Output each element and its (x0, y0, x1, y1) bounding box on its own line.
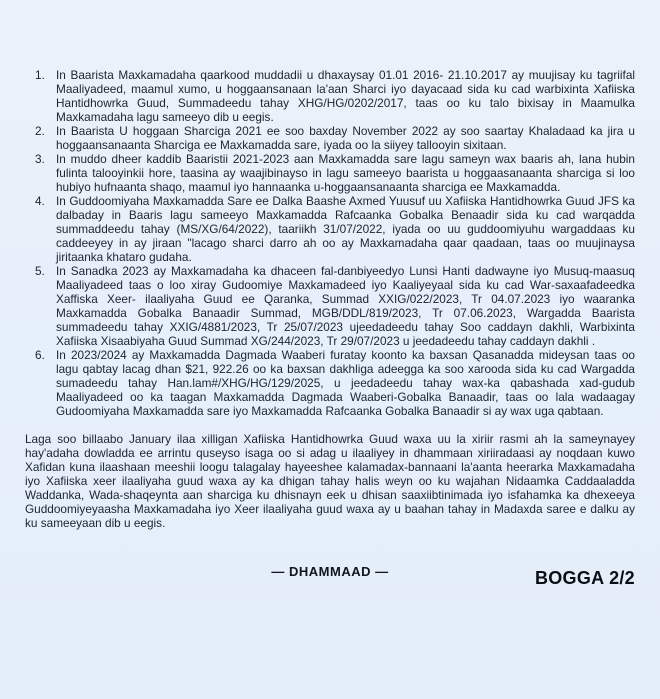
page-footer (25, 562, 635, 602)
list-item (35, 152, 635, 194)
list-item-text: In Sanadka 2023 ay Maxkamadaha ka dhaceen fal-danbiyeedyo Lunsi Hanti dadwayne iyo Musuq-maasuq Maaliyadeed taas o loo xiray Gudoomiye Maxkamadeed iyo Kaaliyeyaal sida ku cad War-saxaafadeedka Xaffiska Xeer- ilaaliyaha Guud ee Qaranka, Summad XXIG/022/2023, Tr 04.07.2023 iyo waaranka Maxkamadda Gobalka Banaadir Summad, MGB/DDL/819/2023, Tr 07.06.2023, Wargadda Baarista summadeedu tahay XXIG/4881/2023, Tr 25/07/2023 ujeedadeedu tahay Soo caddayn dakhli, Warbixinta Xafiiska Xisaabiyaha Guud Summad XG/244/2023, Tr 29/07/2023 u jeedadeedu tahay caddayn dakhli . (56, 264, 635, 348)
closing-paragraph: Laga soo billaabo January ilaa xilligan Xafiiska Hantidhowrka Guud waxa uu la xiriir rasmi ah la sameynayey hay'adaha dowladda ee arrintu quseyso isaga oo si adag u ilaaliyey in dhammaan xiriiradaasi ay noqdaan kuwo Xafidan kuna ilaashaan meeshii loogu talagalay hayeeshee kalamadax-bannaani la'aanta heerarka Maxkamadaha iyo Xafiiska xeer ilaaliyaha guud waxa ay ka dhigan tahay halis weyn oo ku wajahan Nidaamka Caddaaladda Waddanka, Wada-shaqeynta aan sharciga ku dhisnayn eek u dhisan saaxiibtinimada iyo isfahamka ka dhexeeya Guddoomiyeyaasha Maxkamadaha iyo Xeer ilaaliyaha guud waxa ay u baahan tahay in Madaxda saree e dalku ay ku sameeyaan dib u eegis. (25, 432, 635, 530)
end-marker: — DHAMMAAD — (271, 564, 389, 579)
list-item (35, 264, 635, 348)
list-item-number: 3. (35, 152, 45, 166)
list-item-text: In Guddoomiyaha Maxkamadda Sare ee Dalka Baashe Axmed Yuusuf uu Xafiiska Hantidhowrka Guud JFS ka dalbaday in Baaris lagu sameeyo Maxkamadda Rafcaanka Gobalka Benaadir sida ku cad warqadda summaddeedu tahay (MS/XG/64/2022), taariikh 31/07/2022, iyada oo uu guddoomiyuhu wargaddaas ku caddeeyey in ay jiraan "lacago sharci darro ah oo ay Maxkamadaha qaar qaadaan, taas oo muujinaysa jiritaanka khataro gudaha. (56, 194, 635, 264)
list-item-number: 6. (35, 348, 45, 362)
list-item-text: In Baarista U hoggaan Sharciga 2021 ee soo baxday November 2022 ay soo saartay Khaladaad ka jira u hoggaansanaanta Sharciga ee Maxkamadda sare, iyada oo la siiyey tallooyin sixitaan. (56, 124, 635, 152)
list-item-text: In Baarista Maxkamadaha qaarkood muddadii u dhaxaysay 01.01 2016- 21.10.2017 ay muujisay ku tagriifal Maaliyadeed, maamul xumo, u hoggaansanaan la'aan Sharci iyo dayacaad sida ku cad warbixinta Xafiiska Hantidhowrka Guud, Summadeedu tahay XHG/HG/0202/2017, taas oo ku talo bixisay in Maamulka Maxkamadaha lagu sameeyo dib u eegis. (56, 68, 635, 124)
list-item (35, 348, 635, 418)
list-item-number: 2. (35, 124, 45, 138)
list-item-number: 5. (35, 264, 45, 278)
page-number-label: BOGGA 2/2 (534, 568, 635, 588)
list-item-number: 1. (35, 68, 45, 82)
findings-list (25, 68, 635, 418)
list-item (35, 68, 635, 124)
list-item (35, 194, 635, 264)
list-item-text: In 2023/2024 ay Maxkamadda Dagmada Waaberi furatay koonto ka baxsan Qasanadda mideysan taas oo lagu qabtay lacag dhan $21, 922.26 oo ka baxsan dakhliga adeegga ka soo xarooda sida ku cad Wargadda sumadeedu tahay Han.lam#/XHG/HG/129/2025, u jeedadeedu tahay wax-ka qabashada xad-gudub Maaliyadeed oo ka taagan Maxkamadda Dagmada Waaberi-Gobalka Banaadir, taas oo lala wadaagay Gudoomiyaha Maxkamadda sare iyo Maxkamadda Rafcaanka Gobalka Banaadir si ay wax uga qabtaan. (56, 348, 635, 418)
list-item-number: 4. (35, 194, 45, 208)
list-item-text: In muddo dheer kaddib Baaristii 2021-2023 aan Maxkamadda sare lagu sameyn wax baaris ah, lana hubin fulinta talooyinkii hore, taasina ay waajibinayso in lagu sameeyo baarista u hoggaasanaanta sharciga si loo hubiyo hufnaanta shaqo, maamul iyo hannaanka u-hoggaansanaanta sharciga ee Maxkamadda. (56, 152, 635, 194)
list-item (35, 124, 635, 152)
